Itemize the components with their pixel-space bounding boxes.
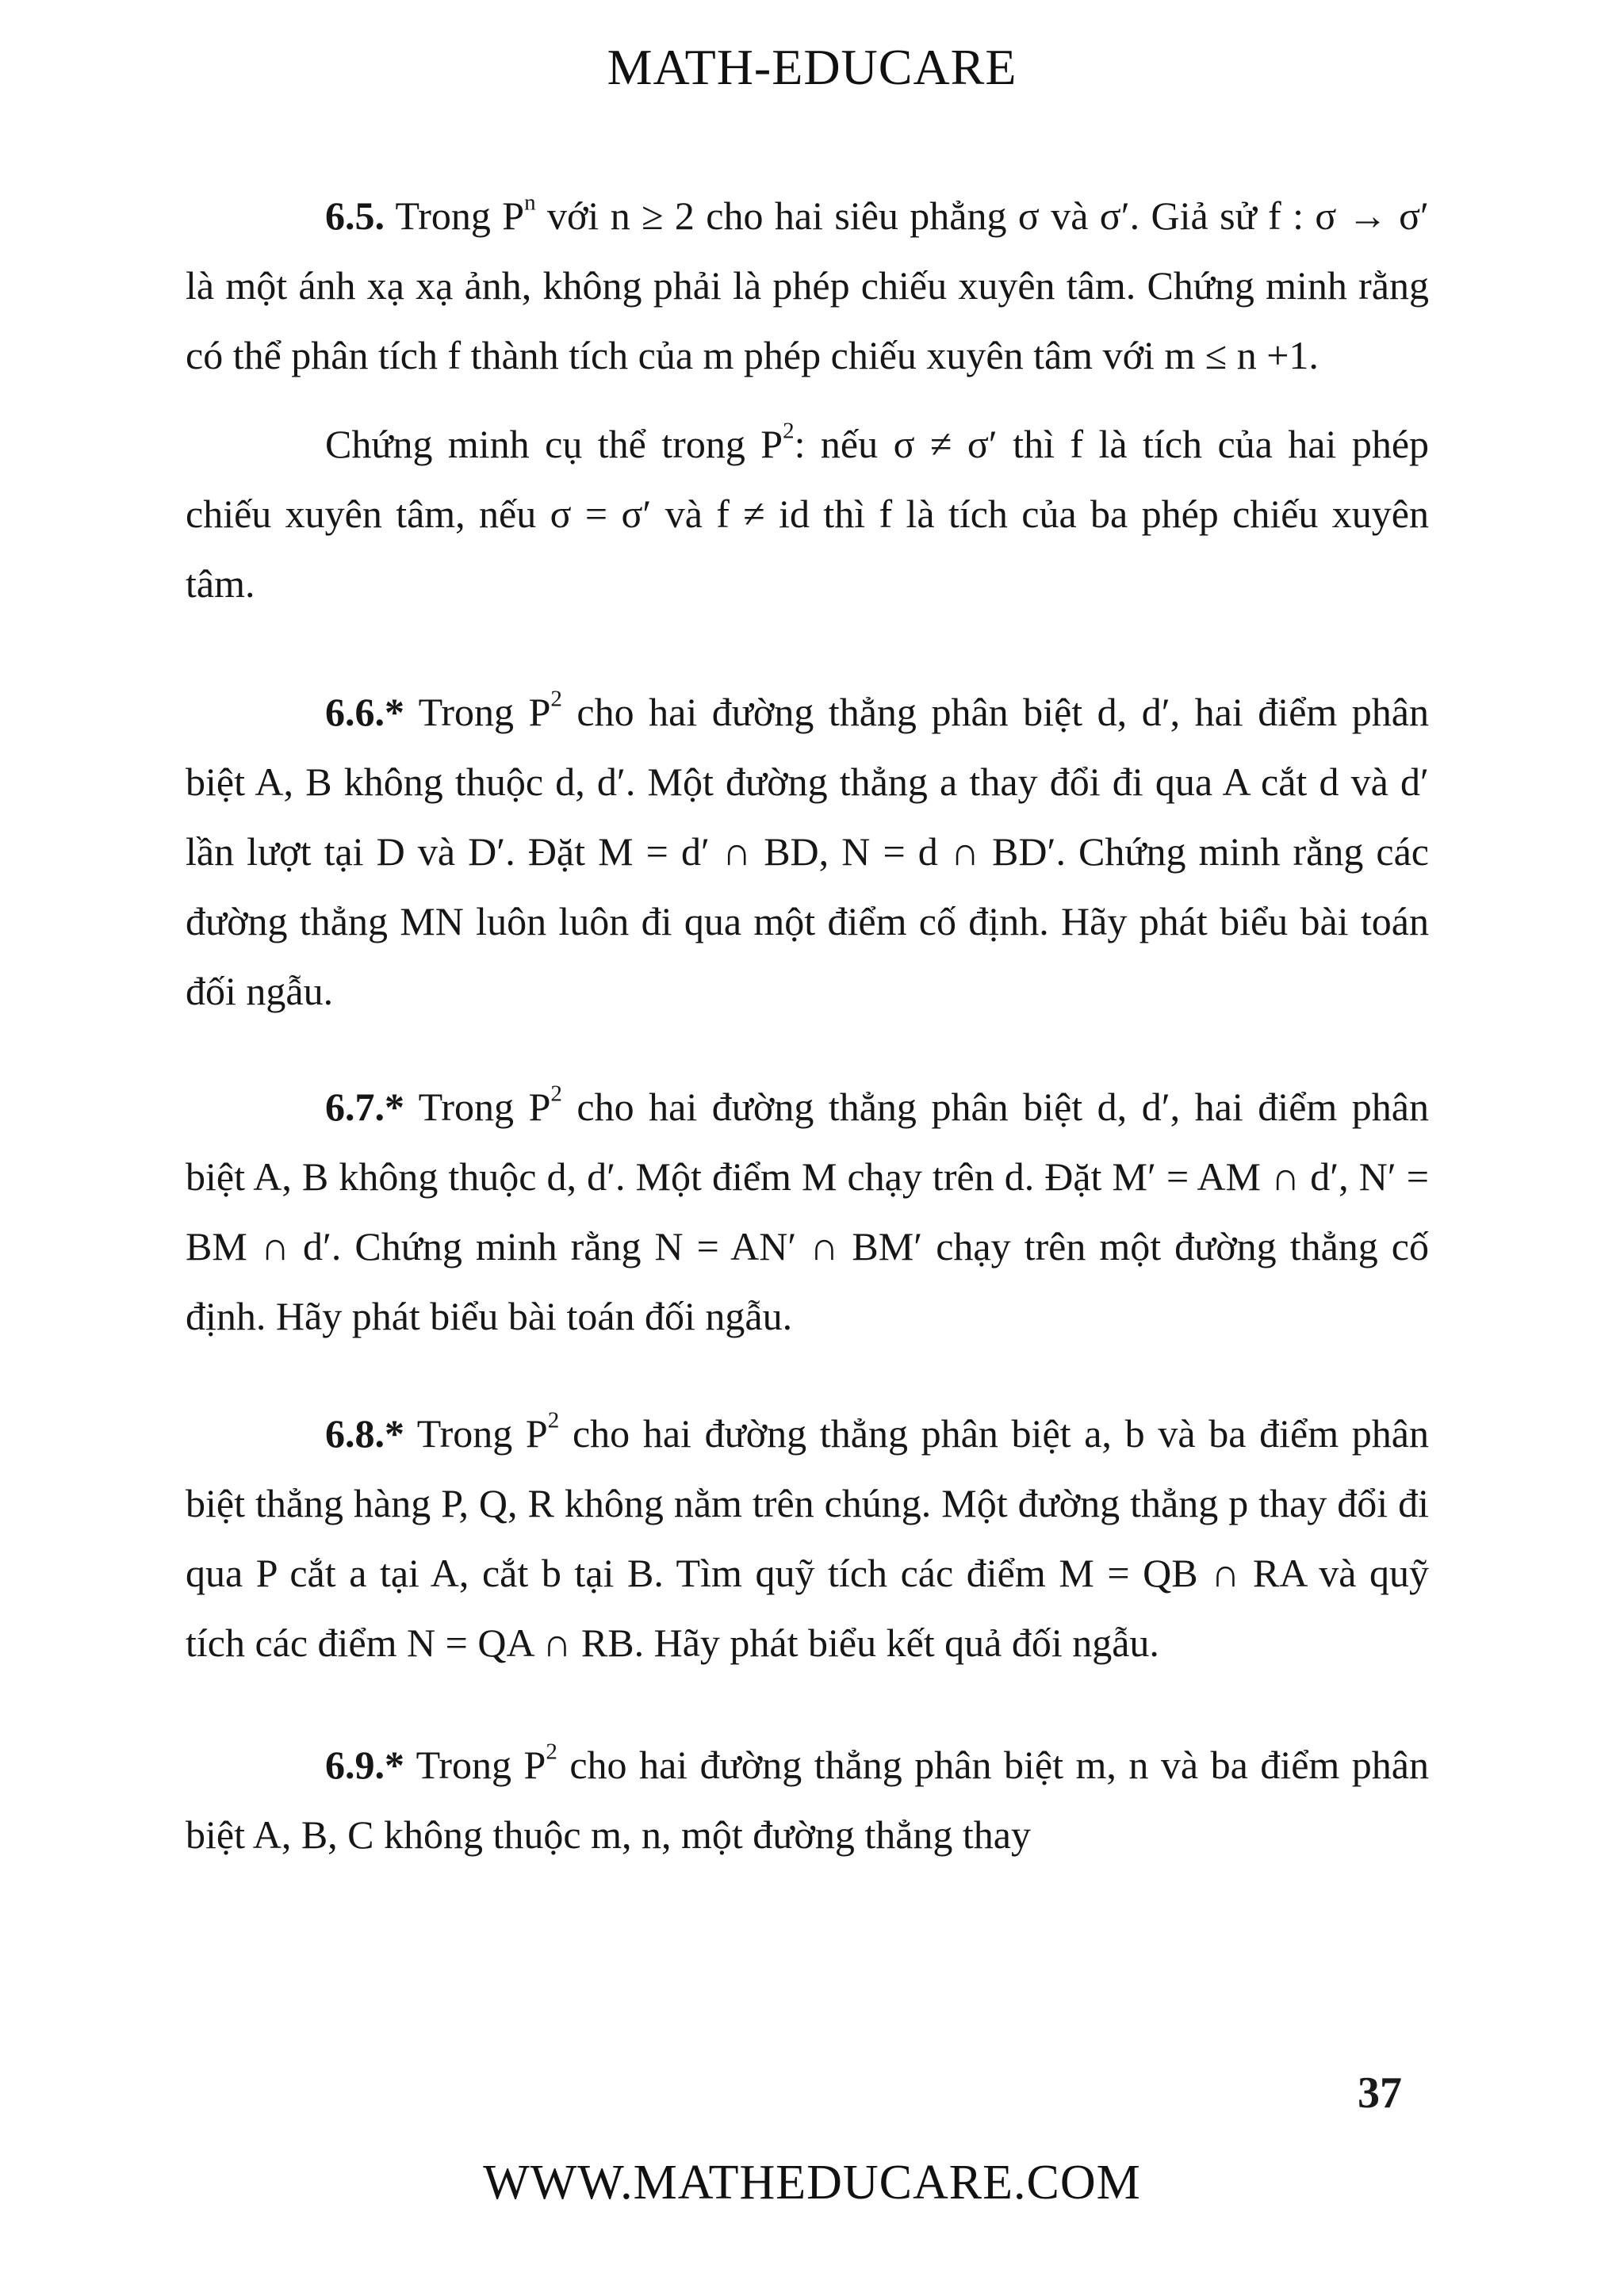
exercise-statement (186, 677, 1429, 1026)
exercise-6-5 (186, 181, 1429, 390)
exercise-text: cho hai đường thẳng phân biệt a, b và ba điểm phân biệt thẳng hàng P, Q, R không nằm trên chúng. Một đường thẳng p thay đổi đi qua P cắt a tại A, cắt b tại B. Tìm quỹ tích các điểm M = QB ∩ RA và quỹ tích các điểm N = QA ∩ RB. Hãy phát biểu kết quả đối ngẫu. (186, 1411, 1429, 1665)
exercise-number: 6.5. (325, 193, 385, 238)
superscript: 2 (547, 1407, 560, 1433)
exercise-text: Chứng minh cụ thể trong P (325, 422, 783, 466)
exercise-text: Trong P (404, 690, 551, 734)
exercise-6-7 (186, 1072, 1429, 1351)
exercise-6-5-proof (186, 409, 1429, 618)
superscript: 2 (550, 686, 562, 712)
exercise-6-6 (186, 677, 1429, 1026)
exercise-text: Trong P (404, 1411, 548, 1456)
exercise-statement (186, 181, 1429, 390)
page-content (186, 181, 1429, 1869)
page-number: 37 (1358, 2068, 1402, 2118)
superscript: 2 (783, 418, 795, 444)
exercise-number: 6.9.* (325, 1743, 404, 1787)
exercise-text: cho hai đường thẳng phân biệt d, d′, hai điểm phân biệt A, B không thuộc d, d′. Một điểm M chạy trên d. Đặt M′ = AM ∩ d′, N′ = BM ∩ d′. Chứng minh rằng N = AN′ ∩ BM′ chạy trên một đường thẳng cố định. Hãy phát biểu bài toán đối ngẫu. (186, 1085, 1429, 1338)
exercise-text: Trong P (385, 193, 525, 238)
superscript: n (524, 189, 536, 216)
exercise-number: 6.8.* (325, 1411, 404, 1456)
exercise-statement (186, 409, 1429, 618)
exercise-text: với n ≥ 2 cho hai siêu phẳng σ và σ′. Giả sử f : σ → σ′ là một ánh xạ xạ ảnh, không phải là phép chiếu xuyên tâm. Chứng minh rằng có thể phân tích f thành tích của m phép chiếu xuyên tâm với m ≤ n +1. (186, 193, 1429, 377)
superscript: 2 (550, 1081, 562, 1107)
page-footer: WWW.MATHEDUCARE.COM (483, 2156, 1141, 2210)
exercise-text: cho hai đường thẳng phân biệt d, d′, hai điểm phân biệt A, B không thuộc d, d′. Một đường thẳng a thay đổi đi qua A cắt d và d′ lần lượt tại D và D′. Đặt M = d′ ∩ BD, N = d ∩ BD′. Chứng minh rằng các đường thẳng MN luôn luôn đi qua một điểm cố định. Hãy phát biểu bài toán đối ngẫu. (186, 690, 1429, 1013)
exercise-number: 6.6.* (325, 690, 404, 734)
exercise-text: Trong P (404, 1743, 546, 1787)
exercise-statement (186, 1399, 1429, 1678)
exercise-text: Trong P (404, 1085, 551, 1129)
exercise-number: 6.7.* (325, 1085, 404, 1129)
page-header: MATH-EDUCARE (607, 39, 1017, 95)
exercise-statement (186, 1072, 1429, 1351)
superscript: 2 (546, 1739, 557, 1765)
exercise-6-9 (186, 1730, 1429, 1869)
exercise-statement (186, 1730, 1429, 1869)
exercise-text: : nếu σ ≠ σ′ thì f là tích của hai phép chiếu xuyên tâm, nếu σ = σ′ và f ≠ id thì f là tích của ba phép chiếu xuyên tâm. (186, 422, 1430, 606)
exercise-6-8 (186, 1399, 1429, 1678)
exercise-text: cho hai đường thẳng phân biệt m, n và ba điểm phân biệt A, B, C không thuộc m, n, một đường thẳng thay (186, 1743, 1429, 1857)
